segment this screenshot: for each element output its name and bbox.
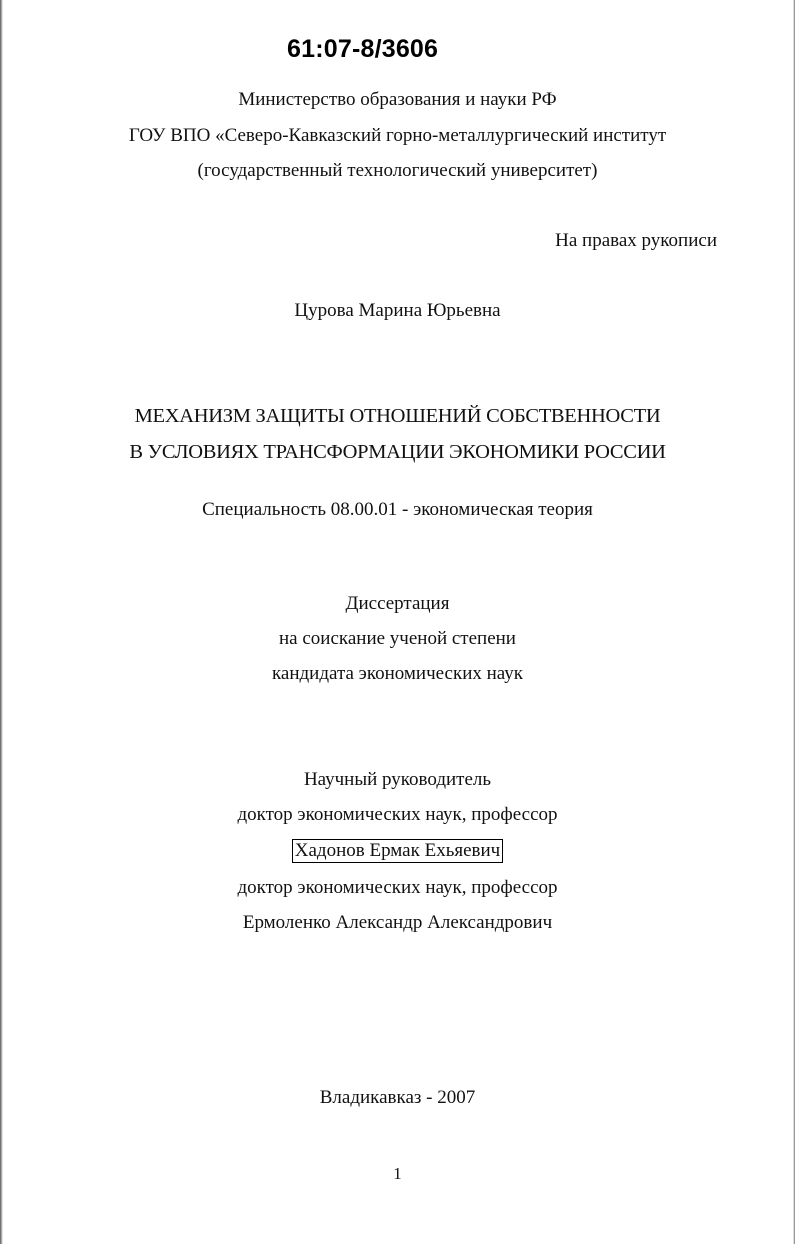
place-year: Владикавказ - 2007 bbox=[319, 1087, 476, 1108]
dissertation-label: Диссертация bbox=[345, 593, 450, 614]
page-number: 1 bbox=[393, 1164, 402, 1183]
thesis-title-line-1: МЕХАНИЗМ ЗАЩИТЫ ОТНОШЕНИЙ СОБСТВЕННОСТИ bbox=[134, 405, 661, 427]
scan-left-edge bbox=[0, 0, 3, 1244]
degree-purpose-line: на соискание ученой степени bbox=[279, 628, 516, 649]
degree-line: кандидата экономических наук bbox=[271, 663, 524, 684]
author-name: Цурова Марина Юрьевна bbox=[294, 300, 501, 321]
thesis-title-line-2: В УСЛОВИЯХ ТРАНСФОРМАЦИИ ЭКОНОМИКИ РОССИИ bbox=[129, 441, 666, 463]
specialty-line: Специальность 08.00.01 - экономическая теория bbox=[202, 499, 593, 520]
supervisor-1-name: Хадонов Ермак Ехьяевич bbox=[292, 839, 503, 863]
supervisor-1-name-row bbox=[0, 839, 795, 863]
manuscript-note: На правах рукописи bbox=[555, 230, 717, 251]
supervisor-2-title: доктор экономических наук, профессор bbox=[237, 877, 558, 898]
ministry-line: Министерство образования и науки РФ bbox=[238, 89, 557, 110]
supervisor-1-title: доктор экономических наук, профессор bbox=[237, 804, 558, 825]
supervisor-2-name: Ермоленко Александр Александрович bbox=[242, 912, 553, 933]
library-stamp-number: 61:07-8/3606 bbox=[287, 35, 439, 63]
supervisor-heading: Научный руководитель bbox=[303, 769, 492, 790]
institute-line: ГОУ ВПО «Северо-Кавказский горно-металлургический институт bbox=[128, 125, 667, 146]
university-line: (государственный технологический университет) bbox=[197, 160, 598, 181]
